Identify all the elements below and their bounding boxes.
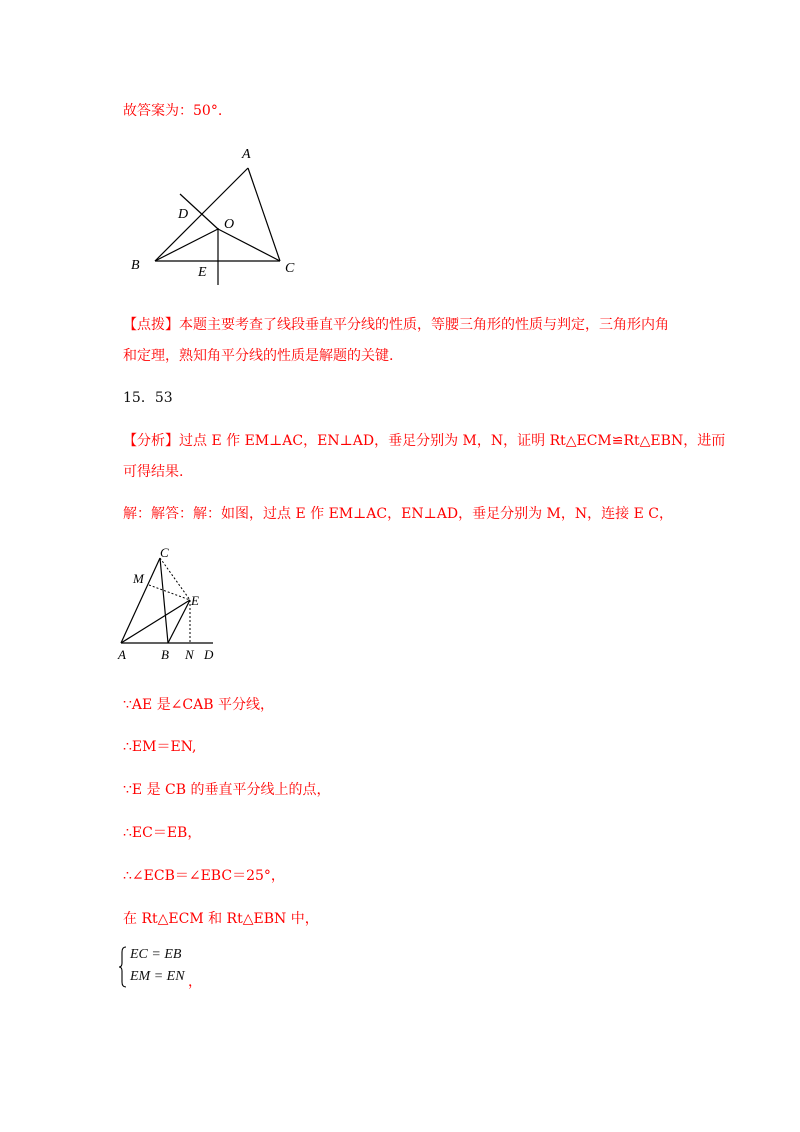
analysis-line-2: 可得结果. bbox=[123, 464, 184, 480]
note-line-1: 【点拨】本题主要考查了线段垂直平分线的性质，等腰三角形的性质与判定，三角形内角 bbox=[123, 317, 669, 333]
answer-line: 故答案为：50°. bbox=[123, 103, 223, 119]
label-A: A bbox=[118, 647, 126, 662]
solution-line-1: 解：解答：解：如图，过点 E 作 EM⊥AC，EN⊥AD，垂足分别为 M，N，连接 E C， bbox=[123, 506, 673, 522]
label-B: B bbox=[131, 258, 140, 273]
step-3: ∵E 是 CB 的垂直平分线上的点， bbox=[123, 782, 331, 798]
equation-2: EM = EN bbox=[130, 969, 185, 984]
step-2: ∴EM＝EN, bbox=[123, 739, 197, 755]
step-1: ∵AE 是∠CAB 平分线， bbox=[123, 697, 274, 713]
step-5: ∴∠ECB＝∠EBC＝25°， bbox=[123, 868, 285, 884]
triangle-figure-1 bbox=[120, 138, 320, 288]
step-6: 在 Rt△ECM 和 Rt△EBN 中， bbox=[123, 911, 319, 927]
triangle-figure-2 bbox=[115, 543, 225, 663]
segment-CB bbox=[160, 558, 168, 643]
label-B: B bbox=[161, 647, 169, 662]
analysis-line-1: 【分析】过点 E 作 EM⊥AC，EN⊥AD，垂足分别为 M，N，证明 Rt△ECM≌Rt△EBN，进而 bbox=[123, 433, 726, 449]
label-N: N bbox=[185, 647, 194, 662]
label-E: E bbox=[198, 265, 207, 280]
step-4: ∴EC＝EB， bbox=[123, 825, 202, 841]
note-line-2: 和定理，熟知角平分线的性质是解题的关键. bbox=[123, 348, 394, 364]
label-D: D bbox=[204, 647, 214, 662]
left-brace bbox=[118, 945, 128, 989]
label-C: C bbox=[285, 261, 295, 276]
segment-EM-dotted bbox=[149, 585, 190, 600]
question-number: 15．53 bbox=[123, 390, 173, 406]
segment-BO bbox=[155, 229, 218, 261]
equation-tail: ， bbox=[188, 974, 202, 990]
equation-system bbox=[118, 945, 228, 991]
label-M: M bbox=[133, 571, 144, 586]
label-E: E bbox=[191, 593, 199, 608]
equation-1: EC = EB bbox=[130, 947, 182, 962]
label-C: C bbox=[160, 545, 169, 560]
segment-EC-dotted bbox=[160, 558, 190, 600]
label-D: D bbox=[178, 207, 189, 222]
label-O: O bbox=[224, 217, 235, 232]
label-A: A bbox=[242, 147, 251, 162]
